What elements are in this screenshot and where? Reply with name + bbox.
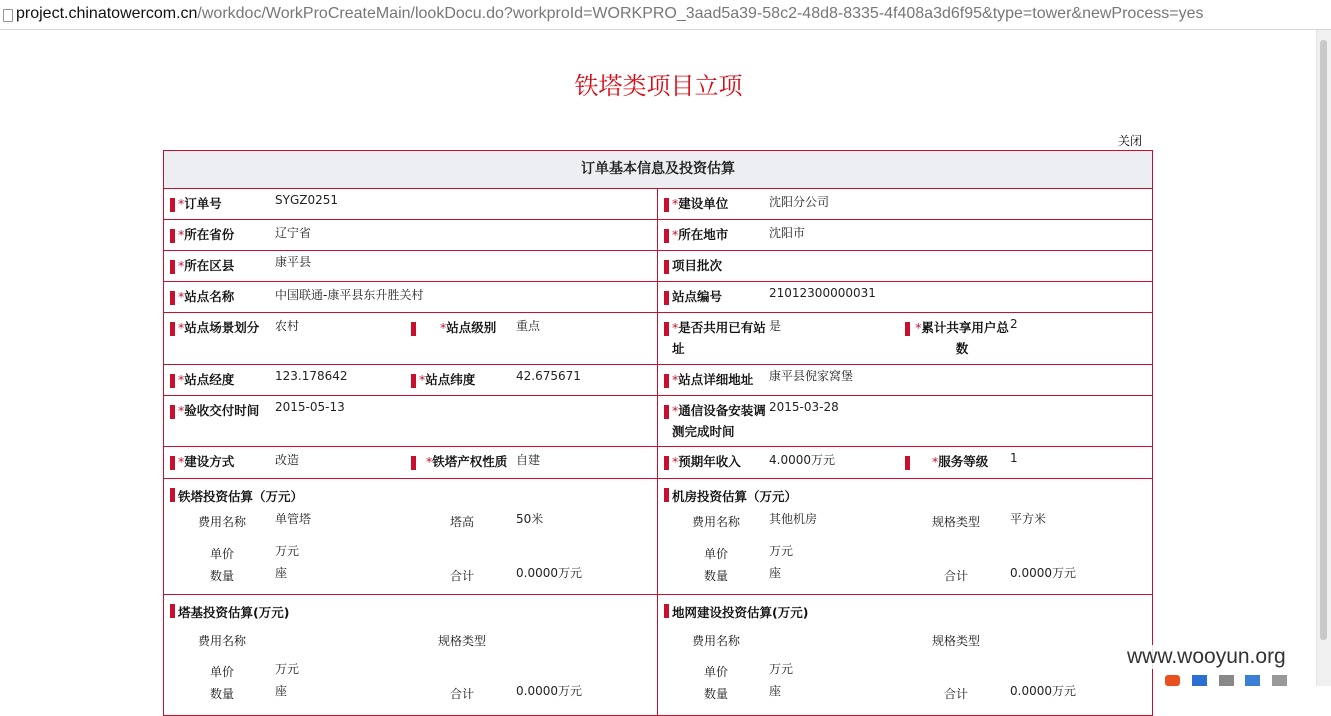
- section-header: 订单基本信息及投资估算: [164, 151, 1152, 189]
- share-users-value: 2: [1010, 317, 1018, 331]
- city-label: *所在地市: [672, 227, 729, 242]
- room-fee-name-value: 其他机房: [769, 512, 818, 526]
- tower-height-value: 50米: [516, 512, 544, 526]
- required-marker: [411, 456, 416, 470]
- room-total-value: 0.0000万元: [1010, 566, 1076, 580]
- income-value: 4.0000万元: [769, 453, 835, 467]
- room-invest-title: 机房投资估算（万元）: [672, 489, 798, 504]
- tower-invest-panel: [164, 479, 658, 594]
- marker: [664, 291, 669, 305]
- url-host: project.chinatowercom.cn: [16, 5, 198, 22]
- required-marker: [664, 456, 669, 470]
- system-tray: [1165, 675, 1315, 686]
- close-link[interactable]: 关闭: [1118, 134, 1143, 148]
- required-marker: [664, 374, 669, 388]
- required-marker: [905, 456, 910, 470]
- order-no-label: *订单号: [178, 196, 222, 211]
- shared-label: *是否共用已有站址: [672, 320, 766, 356]
- address-label: *站点详细地址: [672, 372, 754, 387]
- marker: [170, 488, 175, 502]
- property-label: *铁塔产权性质: [426, 454, 508, 469]
- marker: [664, 604, 669, 618]
- base-spec-label: 规格类型: [438, 634, 487, 648]
- url-path: /workdoc/WorkProCreateMain/lookDocu.do?workproId=WORKPRO_3aad5a39-58c2-48d8-8335-4f408a3d6f95&type=tower&newProcess=yes: [197, 5, 1204, 22]
- accept-time-label: *验收交付时间: [178, 403, 260, 418]
- tower-total-value: 0.0000万元: [516, 566, 582, 580]
- tower-height-label: 塔高: [450, 515, 475, 529]
- level-value: 重点: [516, 319, 541, 333]
- required-marker: [170, 198, 175, 212]
- accept-time-value: 2015-05-13: [275, 400, 345, 414]
- ground-fee-name-label: 费用名称: [692, 634, 741, 648]
- base-invest-panel: [164, 595, 658, 715]
- required-marker: [170, 374, 175, 388]
- punctuation-icon[interactable]: [1219, 675, 1234, 686]
- required-marker: [664, 322, 669, 336]
- room-fee-name-label: 费用名称: [692, 515, 741, 529]
- build-mode-label: *建设方式: [178, 454, 235, 469]
- batch-label: 项目批次: [672, 258, 723, 273]
- income-label: *预期年收入: [672, 454, 741, 469]
- order-no-value: SYGZ0251: [275, 193, 339, 207]
- required-marker: [170, 405, 175, 419]
- order-form: [163, 150, 1153, 716]
- service-level-value: 1: [1010, 451, 1018, 465]
- latitude-label: *站点纬度: [419, 372, 476, 387]
- keyboard-icon[interactable]: [1245, 675, 1260, 686]
- property-value: 自建: [516, 453, 541, 467]
- required-marker: [170, 456, 175, 470]
- required-marker: [170, 291, 175, 305]
- ground-invest-title: 地网建设投资估算(万元): [672, 605, 809, 620]
- build-mode-value: 改造: [275, 453, 300, 467]
- city-value: 沈阳市: [769, 226, 806, 240]
- form-row: [164, 189, 1152, 220]
- comm-time-value: 2015-03-28: [769, 400, 839, 414]
- address-bar[interactable]: [0, 0, 1331, 30]
- url-text[interactable]: [16, 5, 1203, 23]
- marker: [664, 488, 669, 502]
- vertical-scrollbar[interactable]: [1316, 30, 1331, 686]
- room-spec-label: 规格类型: [932, 515, 981, 529]
- required-marker: [170, 322, 175, 336]
- form-row: [164, 396, 1152, 447]
- tower-fee-name-value: 单管塔: [275, 512, 312, 526]
- base-price-label: 单价: [210, 665, 235, 679]
- base-invest-title: 塔基投资估算(万元): [178, 605, 290, 620]
- form-row: [164, 282, 1152, 313]
- room-invest-panel: [658, 479, 1152, 594]
- room-qty-label: 数量: [704, 569, 729, 583]
- ground-total-label: 合计: [944, 687, 969, 701]
- invest-row: [164, 595, 1152, 715]
- page-title: 铁塔类项目立项: [574, 72, 743, 100]
- longitude-value: 123.178642: [275, 369, 348, 383]
- site-code-value: 21012300000031: [769, 286, 876, 300]
- build-unit-label: *建设单位: [672, 196, 729, 211]
- site-name-value: 中国联通-康平县东升胜关村: [275, 288, 424, 302]
- base-total-value: 0.0000万元: [516, 684, 582, 698]
- room-price-label: 单价: [704, 547, 729, 561]
- shared-value: 是: [769, 319, 782, 333]
- tower-price-unit: 万元: [275, 544, 300, 558]
- form-row: [164, 251, 1152, 282]
- scrollbar-thumb[interactable]: [1320, 40, 1327, 640]
- build-unit-value: 沈阳分公司: [769, 195, 830, 209]
- longitude-label: *站点经度: [178, 372, 235, 387]
- comm-time-label: *通信设备安装调测完成时间: [672, 403, 766, 439]
- scene-label: *站点场景划分: [178, 320, 260, 335]
- county-label: *所在区县: [178, 258, 235, 273]
- required-marker: [411, 374, 416, 388]
- tower-total-label: 合计: [450, 569, 475, 583]
- required-marker: [664, 405, 669, 419]
- ground-spec-label: 规格类型: [932, 634, 981, 648]
- required-marker: [411, 322, 416, 336]
- language-icon[interactable]: [1192, 675, 1207, 686]
- province-value: 辽宁省: [275, 226, 312, 240]
- ground-total-value: 0.0000万元: [1010, 684, 1076, 698]
- base-total-label: 合计: [450, 687, 475, 701]
- site-code-label: 站点编号: [672, 289, 723, 304]
- marker: [170, 604, 175, 618]
- base-price-unit: 万元: [275, 662, 300, 676]
- base-qty-label: 数量: [210, 687, 235, 701]
- county-value: 康平县: [275, 255, 312, 269]
- level-label: *站点级别: [440, 320, 497, 335]
- form-row: [164, 447, 1152, 479]
- input-method-icon[interactable]: [1165, 675, 1180, 686]
- room-price-unit: 万元: [769, 544, 794, 558]
- form-row: [164, 365, 1152, 396]
- province-label: *所在省份: [178, 227, 235, 242]
- required-marker: [170, 260, 175, 274]
- share-users-label: *累计共享用户总数: [915, 320, 1009, 356]
- required-marker: [170, 229, 175, 243]
- page-icon: [3, 9, 13, 22]
- tower-invest-title: 铁塔投资估算（万元）: [178, 489, 304, 504]
- room-total-label: 合计: [944, 569, 969, 583]
- ground-invest-panel: [658, 595, 1152, 715]
- required-marker: [664, 198, 669, 212]
- room-qty-unit: 座: [769, 566, 782, 580]
- base-qty-unit: 座: [275, 684, 288, 698]
- latitude-value: 42.675671: [516, 369, 581, 383]
- tower-fee-name-label: 费用名称: [198, 515, 247, 529]
- base-fee-name-label: 费用名称: [198, 634, 247, 648]
- required-marker: [664, 229, 669, 243]
- tower-qty-unit: 座: [275, 566, 288, 580]
- invest-row: [164, 479, 1152, 595]
- scene-value: 农村: [275, 319, 300, 333]
- watermark: www.wooyun.org: [1127, 645, 1286, 668]
- ground-price-unit: 万元: [769, 662, 794, 676]
- ground-price-label: 单价: [704, 665, 729, 679]
- required-marker: [905, 322, 910, 336]
- tower-price-label: 单价: [210, 547, 235, 561]
- service-level-label: *服务等级: [932, 454, 989, 469]
- ground-qty-label: 数量: [704, 687, 729, 701]
- site-name-label: *站点名称: [178, 289, 235, 304]
- form-row: [164, 220, 1152, 251]
- tower-qty-label: 数量: [210, 569, 235, 583]
- form-row: [164, 313, 1152, 365]
- address-value: 康平县倪家窝堡: [769, 369, 854, 383]
- marker: [664, 260, 669, 274]
- room-spec-value: 平方米: [1010, 512, 1047, 526]
- ground-qty-unit: 座: [769, 684, 782, 698]
- settings-icon[interactable]: [1272, 675, 1287, 686]
